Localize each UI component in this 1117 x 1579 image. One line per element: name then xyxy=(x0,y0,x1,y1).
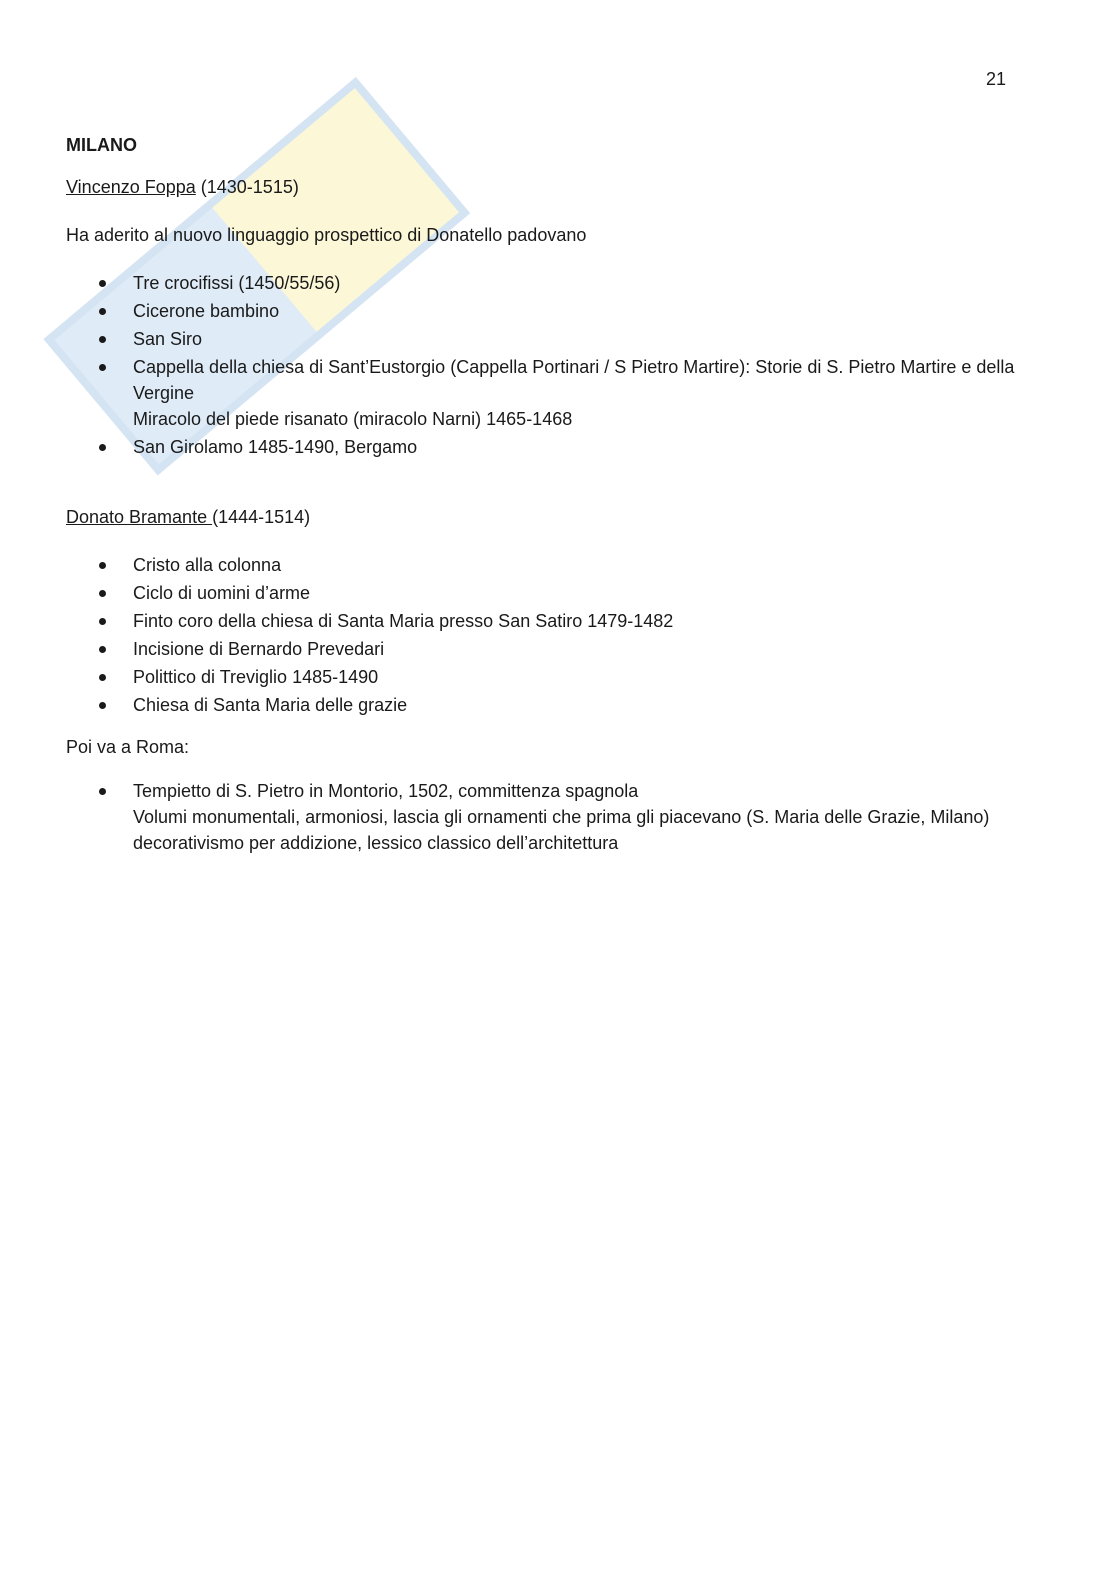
roma-works-list xyxy=(66,778,1026,856)
list-item: Chiesa di Santa Maria delle grazie xyxy=(66,692,1026,718)
list-item-subtext: Volumi monumentali, armoniosi, lascia gli ornamenti che prima gli piacevano (S. Maria delle Grazie, Milano) decorativismo per addizione, lessico classico dell’architettura xyxy=(133,807,990,853)
list-item: Incisione di Bernardo Prevedari xyxy=(66,636,1026,662)
foppa-dates: (1430-1515) xyxy=(195,177,299,197)
list-item: Tempietto di S. Pietro in Montorio, 1502, committenza spagnola Volumi monumentali, armoniosi, lascia gli ornamenti che prima gli piacevano (S. Maria delle Grazie, Milano) decorativismo per addizione, lessico classico dell’architettura xyxy=(66,778,1026,856)
roma-intro: Poi va a Roma: xyxy=(66,737,190,757)
bullet-icon xyxy=(99,562,106,569)
bullet-icon xyxy=(99,364,106,371)
foppa-intro: Ha aderito al nuovo linguaggio prospettico di Donatello padovano xyxy=(66,225,587,245)
bullet-icon xyxy=(99,646,106,653)
document-content xyxy=(66,132,1026,858)
bramante-name: Donato Bramante xyxy=(66,507,213,527)
list-item: Polittico di Treviglio 1485-1490 xyxy=(66,664,1026,690)
section-title: MILANO xyxy=(66,135,137,155)
bramante-heading xyxy=(66,504,1026,530)
bullet-icon xyxy=(99,336,106,343)
list-item-subtext: Miracolo del piede risanato (miracolo Narni) 1465-1468 xyxy=(133,409,573,429)
bullet-icon xyxy=(99,618,106,625)
bramante-dates: (1444-1514) xyxy=(212,507,311,527)
list-item: Tre crocifissi (1450/55/56) xyxy=(66,270,1026,296)
page-number: 21 xyxy=(985,69,1006,89)
list-item: San Girolamo 1485-1490, Bergamo xyxy=(66,434,1026,460)
bullet-icon xyxy=(99,308,106,315)
list-item: Ciclo di uomini d’arme xyxy=(66,580,1026,606)
bullet-icon xyxy=(99,590,106,597)
bullet-icon xyxy=(99,280,106,287)
bullet-icon xyxy=(99,674,106,681)
bullet-icon xyxy=(99,702,106,709)
list-item: Finto coro della chiesa di Santa Maria presso San Satiro 1479-1482 xyxy=(66,608,1026,634)
foppa-heading xyxy=(66,174,1026,200)
bullet-icon xyxy=(99,444,106,451)
list-item: Cicerone bambino xyxy=(66,298,1026,324)
bullet-icon xyxy=(99,788,106,795)
bramante-works-list xyxy=(66,552,1026,718)
list-item: Cristo alla colonna xyxy=(66,552,1026,578)
foppa-works-list xyxy=(66,270,1026,460)
list-item: Cappella della chiesa di Sant’Eustorgio (Cappella Portinari / S Pietro Martire): Storie di S. Pietro Martire e della Vergine Miracolo del piede risanato (miracolo Narni) 1465-1468 xyxy=(66,354,1026,432)
foppa-name: Vincenzo Foppa xyxy=(66,177,196,197)
list-item: San Siro xyxy=(66,326,1026,352)
